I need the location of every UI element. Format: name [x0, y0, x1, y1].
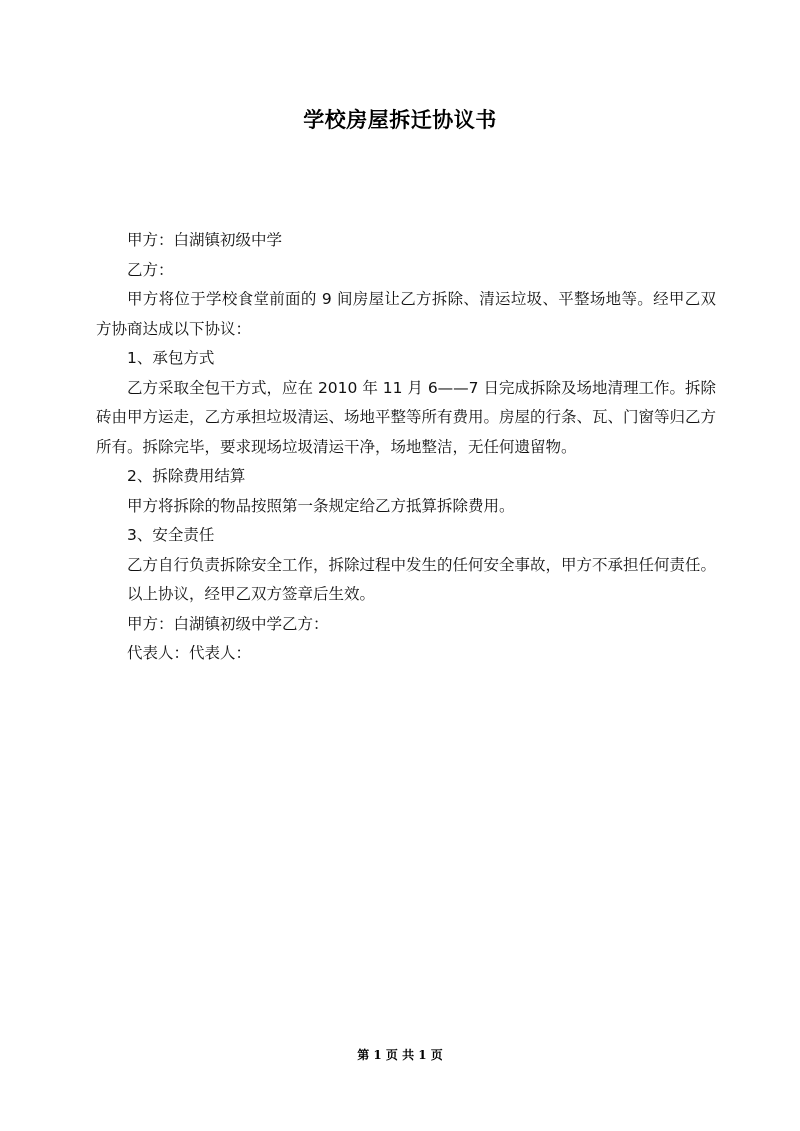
page-number-footer: 第 1 页 共 1 页 [357, 1048, 443, 1062]
section-heading-1: 1、承包方式 [127, 349, 215, 367]
section-body-1: 乙方采取全包干方式，应在 2010 年 11 月 6——7 日完成拆除及场地清理工作。拆除砖由甲方运走，乙方承担垃圾清运、场地平整等所有费用。房屋的行条、瓦、门窗等归乙方所有。拆除完毕，要求现场垃圾清运干净，场地整洁，无任何遗留物。 [96, 378, 717, 456]
signature-parties-line: 甲方：白湖镇初级中学乙方： [127, 614, 329, 633]
intro-paragraph: 甲方将位于学校食堂前面的 9 间房屋让乙方拆除、清运垃圾、平整场地等。经甲乙双方协商达成以下协议： [96, 290, 716, 338]
section-heading-2: 2、拆除费用结算 [127, 467, 246, 485]
effective-clause: 以上协议，经甲乙双方签章后生效。 [127, 585, 376, 603]
party-a-line: 甲方：白湖镇初级中学 [127, 231, 283, 249]
document-title: 学校房屋拆迁协议书 [303, 108, 497, 132]
document-body [96, 226, 716, 669]
section-body-2: 甲方将拆除的物品按照第一条规定给乙方抵算拆除费用。 [127, 496, 515, 515]
section-body-3: 乙方自行负责拆除安全工作，拆除过程中发生的任何安全事故，甲方不承担任何责任。 [127, 555, 717, 574]
party-b-line: 乙方： [127, 260, 174, 279]
representatives-line: 代表人：代表人： [127, 644, 252, 662]
section-heading-3: 3、安全责任 [127, 526, 215, 544]
